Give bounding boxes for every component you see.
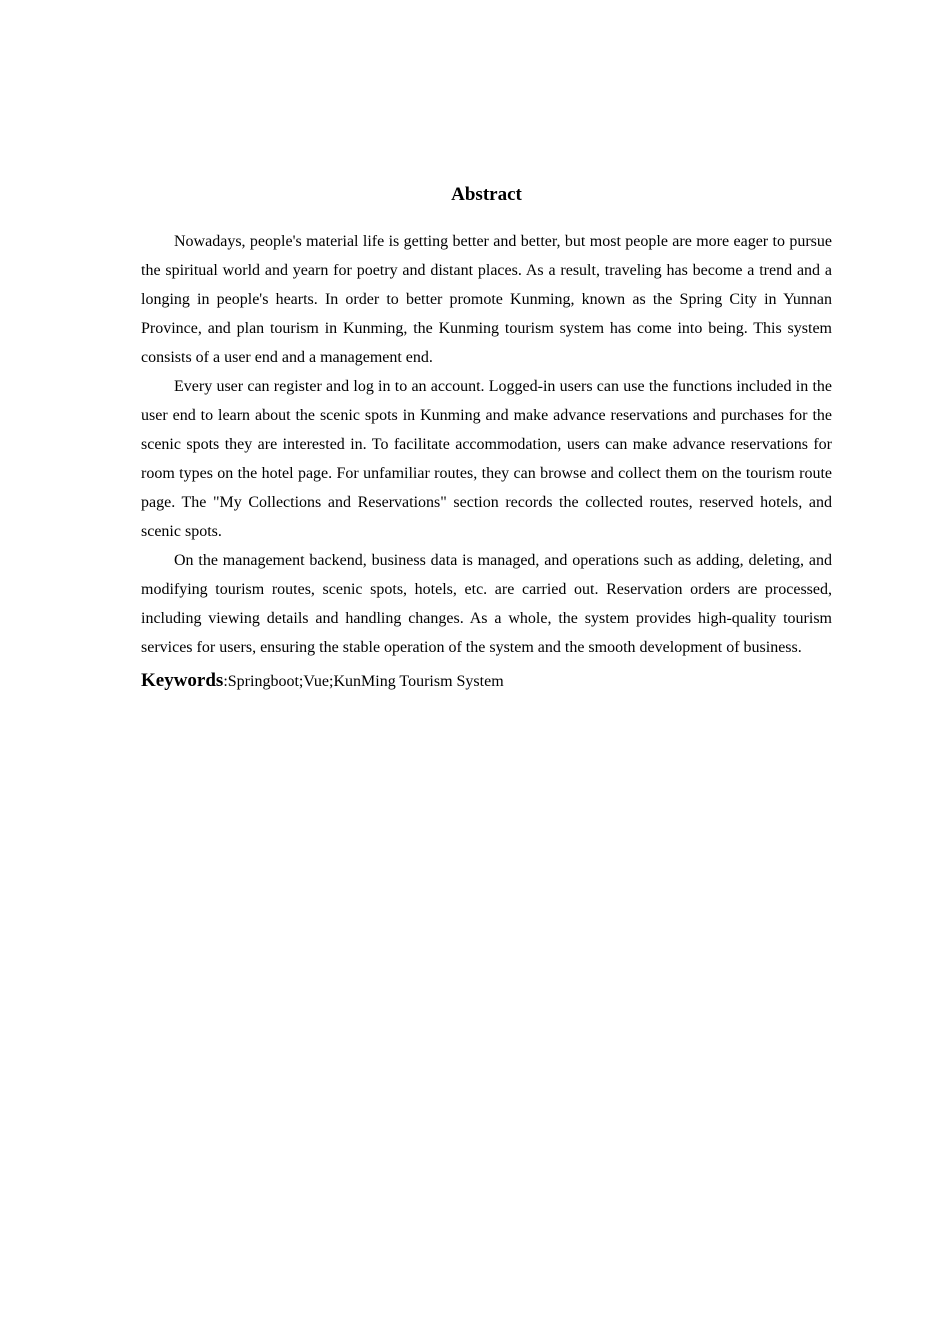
abstract-section [141,182,832,696]
abstract-paragraph-3: On the management backend, business data is managed, and operations such as adding, deleting, and modifying tourism routes, scenic spots, hotels, etc. are carried out. Reservation orders are processed, including viewing details and handling changes. As a whole, the system provides high-quality tourism services for users, ensuring the stable operation of the system and the smooth development of business. [141,552,832,656]
abstract-title: Abstract [451,184,522,205]
keywords-label: Keywords [141,670,224,691]
keywords-line [141,666,832,696]
abstract-paragraph-1: Nowadays, people's material life is getting better and better, but most people are more eager to pursue the spiritual world and yearn for poetry and distant places. As a result, traveling has become a trend and a longing in people's hearts. In order to better promote Kunming, known as the Spring City in Yunnan Province, and plan tourism in Kunming, the Kunming tourism system has come into being. This system consists of a user end and a management end. [141,233,832,366]
abstract-paragraph-2: Every user can register and log in to an account. Logged-in users can use the functions included in the user end to learn about the scenic spots in Kunming and make advance reservations and purchases for the scenic spots they are interested in. To facilitate accommodation, users can make advance reservations for room types on the hotel page. For unfamiliar routes, they can browse and collect them on the tourism route page. The "My Collections and Reservations" section records the collected routes, reserved hotels, and scenic spots. [141,378,832,540]
keywords-text: :Springboot;Vue;KunMing Tourism System [223,673,504,690]
